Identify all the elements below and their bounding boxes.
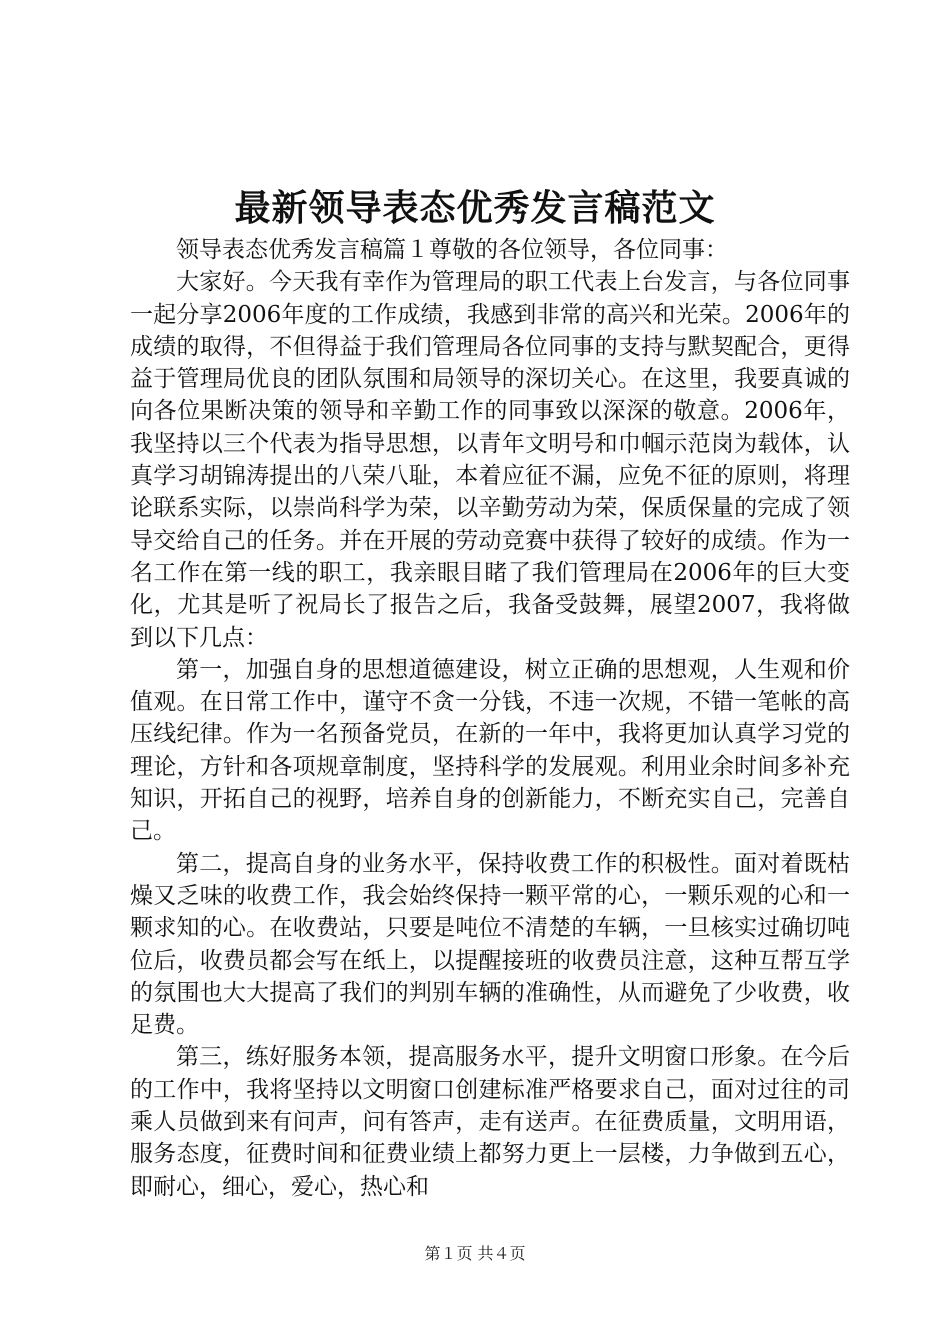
paragraph-first-point: 第一，加强自身的思想道德建设，树立正确的思想观，人生观和价值观。在日常工作中，谨守不贪一分钱，不违一次规，不错一笔帐的高压线纪律。作为一名预备党员，在新的一年中，我将更加认真学习党的理论，方针和各项规章制度，坚持科学的发展观。利用业余时间多补充知识，开拓自己的视野，培养自身的创新能力，不断充实自己，完善自己。 — [130, 656, 850, 845]
document-body — [130, 234, 850, 1203]
page-number-footer: 第１页 共４页 — [424, 1244, 526, 1263]
paragraph-greeting: 大家好。今天我有幸作为管理局的职工代表上台发言，与各位同事一起分享2006年度的工作成绩，我感到非常的高兴和光荣。2006年的成绩的取得，不但得益于我们管理局各位同事的支持与默契配合，更得益于管理局优良的团队氛围和局领导的深切关心。在这里，我要真诚的向各位果断决策的领导和辛勤工作的同事致以深深的敬意。2006年，我坚持以三个代表为指导思想，以青年文明号和巾帼示范岗为载体，认真学习胡锦涛提出的八荣八耻，本着应征不漏，应免不征的原则，将理论联系实际，以崇尚科学为荣，以辛勤劳动为荣，保质保量的完成了领导交给自己的任务。并在开展的劳动竞赛中获得了较好的成绩。作为一名工作在第一线的职工，我亲眼目睹了我们管理局在2006年的巨大变化，尤其是听了祝局长了报告之后，我备受鼓舞，展望2007，我将做到以下几点： — [130, 269, 850, 651]
document-title: 最新领导表态优秀发言稿范文 — [234, 187, 716, 229]
paragraph-second-point: 第二，提高自身的业务水平，保持收费工作的积极性。面对着既枯燥又乏味的收费工作，我会始终保持一颗平常的心，一颗乐观的心和一颗求知的心。在收费站，只要是吨位不清楚的车辆，一旦核实过确切吨位后，收费员都会写在纸上，以提醒接班的收费员注意，这种互帮互学的氛围也大大提高了我们的判别车辆的准确性，从而避免了少收费，收足费。 — [130, 850, 850, 1039]
paragraph-intro: 领导表态优秀发言稿篇１尊敬的各位领导，各位同事： — [176, 237, 728, 263]
paragraph-third-point: 第三，练好服务本领，提高服务水平，提升文明窗口形象。在今后的工作中，我将坚持以文明窗口创建标准严格要求自己，面对过往的司乘人员做到来有问声，问有答声，走有送声。在征费质量，文明用语，服务态度，征费时间和征费业绩上都努力更上一层楼，力争做到五心，即耐心，细心，爱心，热心和 — [130, 1044, 850, 1200]
